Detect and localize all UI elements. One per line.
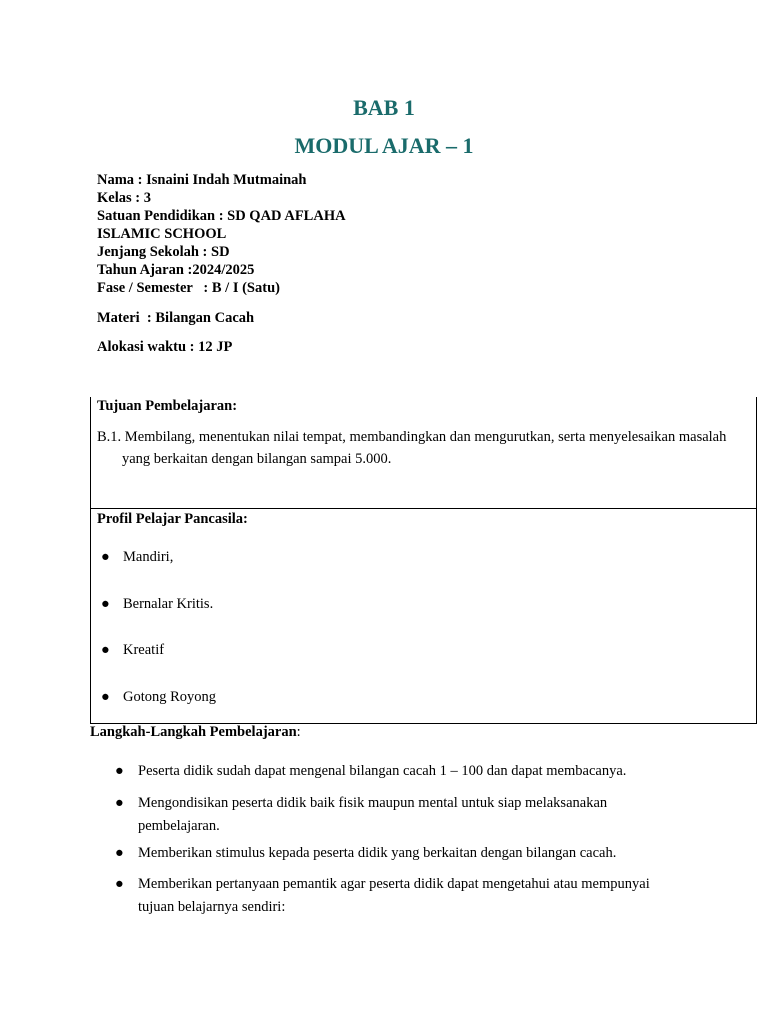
profil-item-label: Gotong Royong	[123, 689, 217, 705]
profil-item-label: Mandiri,	[123, 549, 174, 565]
bullet-icon: ●	[115, 845, 124, 861]
info-materi: Materi : Bilangan Cacah	[97, 310, 255, 326]
bullet-icon: ●	[101, 596, 110, 612]
langkah-item-text: Memberikan pertanyaan pemantik agar peserta didik dapat mengetahui atau mempunyai tujuan belajarnya sendiri:	[138, 876, 650, 915]
bullet-icon: ●	[101, 549, 110, 565]
langkah-heading-text: Langkah-Langkah Pembelajaran	[90, 724, 297, 740]
bullet-icon: ●	[101, 642, 110, 658]
tujuan-pembelajaran-box	[90, 397, 757, 509]
bullet-icon: ●	[115, 763, 124, 779]
bullet-icon: ●	[115, 795, 124, 811]
info-alokasi: Alokasi waktu : 12 JP	[97, 339, 233, 355]
profil-item-label: Bernalar Kritis.	[123, 596, 214, 612]
info-fase: Fase / Semester : B / I (Satu)	[97, 280, 280, 296]
info-nama: Nama : Isnaini Indah Mutmainah	[97, 172, 307, 188]
bullet-icon: ●	[101, 689, 110, 705]
info-jenjang: Jenjang Sekolah : SD	[97, 244, 230, 260]
info-kelas: Kelas : 3	[97, 190, 151, 206]
info-satuan: Satuan Pendidikan : SD QAD AFLAHA	[97, 208, 346, 224]
profil-heading: Profil Pelajar Pancasila:	[97, 511, 248, 527]
langkah-heading	[90, 723, 301, 741]
chapter-title: BAB 1	[353, 95, 415, 120]
tujuan-line-2: yang berkaitan dengan bilangan sampai 5.000.	[122, 451, 392, 467]
tujuan-heading: Tujuan Pembelajaran:	[97, 398, 238, 414]
info-satuan-cont: ISLAMIC SCHOOL	[97, 226, 227, 242]
langkah-item-text: Peserta didik sudah dapat mengenal bilangan cacah 1 – 100 dan dapat membacanya.	[138, 763, 627, 779]
langkah-item-text: Mengondisikan peserta didik baik fisik maupun mental untuk siap melaksanakan pembelajaran.	[138, 795, 608, 834]
langkah-item-text: Memberikan stimulus kepada peserta didik yang berkaitan dengan bilangan cacah.	[138, 845, 617, 861]
profil-pelajar-box	[90, 508, 757, 724]
module-title: MODUL AJAR – 1	[294, 133, 474, 158]
profil-item-label: Kreatif	[123, 642, 165, 658]
bullet-icon: ●	[115, 876, 124, 892]
info-tahun: Tahun Ajaran :2024/2025	[97, 262, 255, 278]
tujuan-text	[97, 426, 752, 470]
langkah-heading-colon: :	[296, 724, 301, 740]
tujuan-line-1: B.1. Membilang, menentukan nilai tempat, membandingkan dan mengurutkan, serta menyelesaikan masalah	[97, 429, 727, 445]
